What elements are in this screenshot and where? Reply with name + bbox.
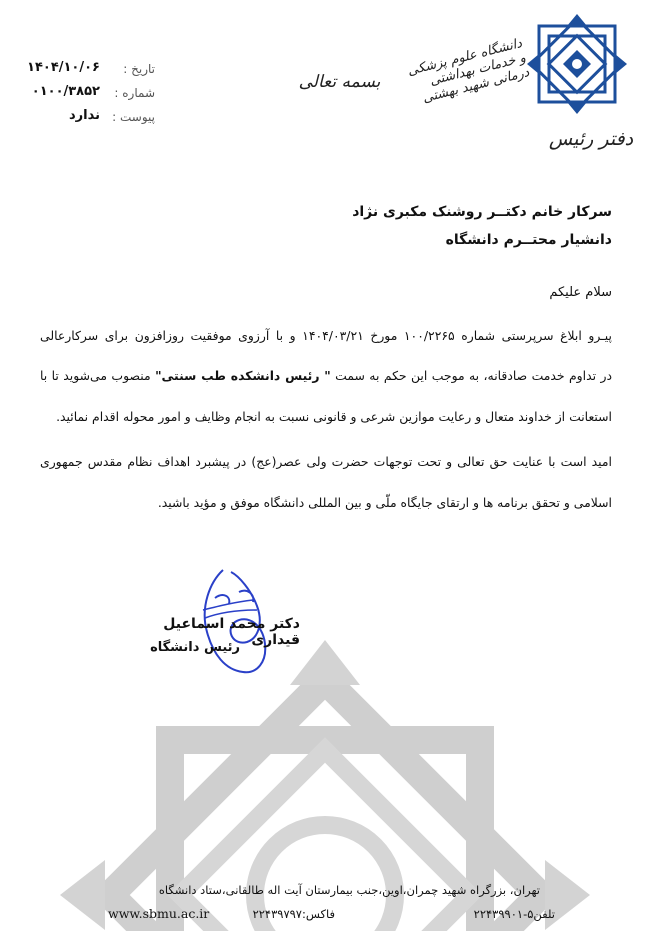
recipient-title: دانشیار محتــرم دانشگاه	[445, 232, 612, 248]
paragraph-line: پیـرو ابلاغ سرپرستی شماره ۱۰۰/۲۲۶۵ مورخ ۱۴۰۴/۰۳/۲۱ و با آرزوی موفقیت روزافزون برای سرکارعالی	[40, 328, 612, 343]
paragraph-text: منصوب می‌شوید تا با	[40, 368, 151, 383]
greeting: سلام علیکم	[549, 285, 612, 300]
paragraph-line: اسلامی و تحقق برنامه ها و ارتقای جایگاه ملّی و بین المللی دانشگاه موفق و مؤید باشید.	[157, 495, 612, 510]
university-name: دانشگاه علوم پزشکی و خدمات بهداشتی درمانی شهید بهشتی	[406, 36, 531, 107]
university-logo	[527, 12, 627, 122]
recipient-name: سرکار خانم دکتــر روشنک مکبری نژاد	[352, 204, 612, 220]
number-row	[25, 84, 155, 104]
number-value: ۰۱۰۰/۳۸۵۲	[31, 84, 100, 99]
date-label: تاریخ :	[123, 62, 155, 76]
paragraph-line: استعانت از خداوند متعال و رعایت موازین شرعی و قانونی نسبت به انجام وظایف و امور محوله اقدام نمائید.	[56, 409, 612, 424]
signatory-title: رئیس دانشگاه	[150, 640, 240, 655]
position-title: " رئیس دانشکده طب سنتی"	[155, 368, 331, 383]
signatory-name: دکتر محمد اسماعیل قیداری	[163, 616, 300, 648]
footer-fax: فاکس:۲۲۴۳۹۷۹۷	[252, 907, 335, 921]
office-title: دفتر رئیس	[548, 128, 634, 150]
attachment-label: پیوست :	[112, 110, 155, 124]
footer-phone: تلفن۵-۲۲۴۳۹۹۰۱	[473, 907, 555, 921]
date-value: ۱۴۰۴/۱۰/۰۶	[27, 60, 100, 75]
footer-website: www.sbmu.ac.ir	[108, 906, 210, 921]
paragraph-line	[40, 368, 612, 383]
paragraph-line: امید است با عنایت حق تعالی و تحت توجهات حضرت ولی عصر(عج) در پیشبرد اهداف نظام مقدس جمهوری	[40, 454, 612, 469]
footer-address: تهران، بزرگراه شهید چمران،اوین،جنب بیمارستان آیت اله طالقانی،ستاد دانشگاه	[158, 883, 540, 897]
paragraph-text: در تداوم خدمت صادقانه، به موجب این حکم به سمت	[335, 368, 612, 383]
date-row	[25, 60, 155, 80]
attachment-row	[25, 108, 155, 128]
bismillah: بسمه تعالی	[298, 72, 381, 92]
number-label: شماره :	[114, 86, 155, 100]
attachment-value: ندارد	[68, 108, 100, 123]
